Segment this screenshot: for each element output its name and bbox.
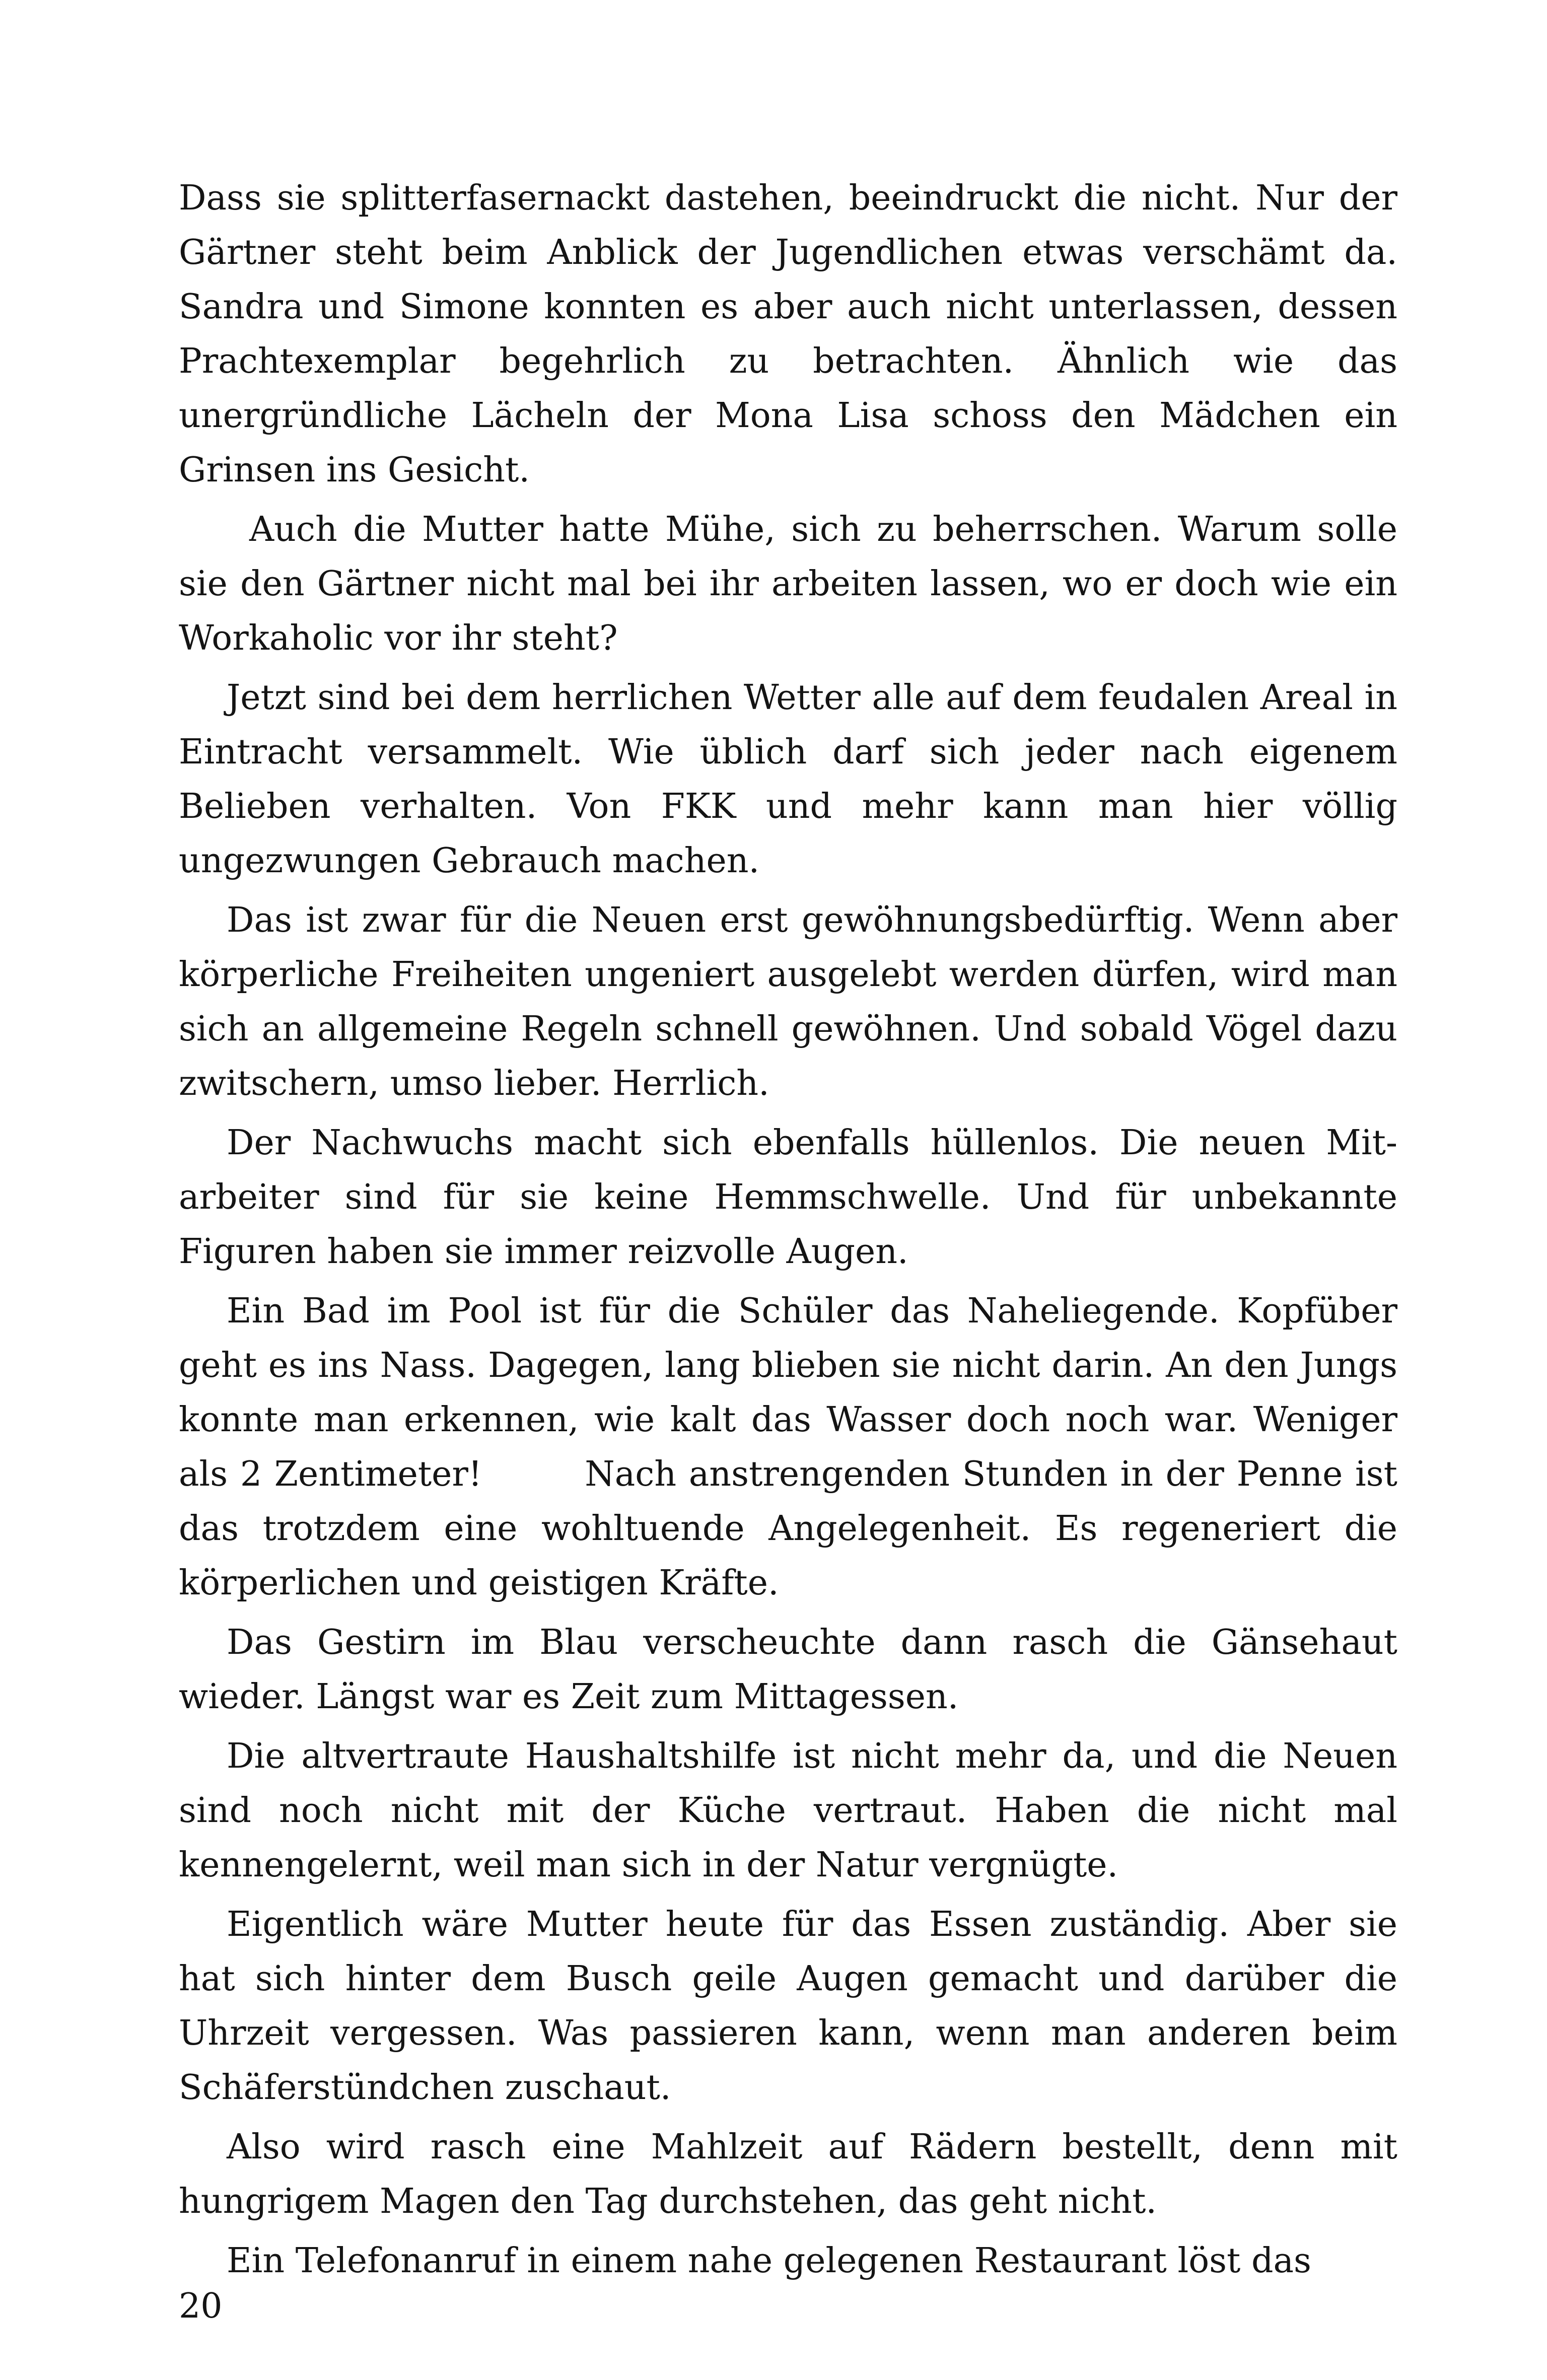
paragraph: Ein Telefonanruf in einem nahe gelegenen Restaurant löst das <box>227 2241 1311 2281</box>
paragraph: Ein Bad im Pool ist für die Schüler das Naheliegende. Kopfüber geht es ins Nass. Dagegen, lang blieben sie nicht darin. An den Jungs konnte man erkennen, wie kalt das Wasser doch noch war. Weniger als 2 Zentimeter! Nach anstrengenden Stunden in der Penne ist das trotzdem eine wohltuende Angelegenheit. Es regeneriert die körperlichen und geistigen Kräfte. <box>179 1291 1397 1603</box>
page-number: 20 <box>179 2286 223 2326</box>
paragraph: Dass sie splitterfasernackt dastehen, beeindruckt die nicht. Nur der Gärtner steht beim Anblick der Jugendlichen etwas verschämt da. Sandra und Simone konnten es aber auch nicht unterlassen, dessen Prachtexemplar begehrlich zu betrachten. Ähnlich wie das unergründliche Lächeln der Mona Lisa schoss den Mädchen ein Grinsen ins Gesicht. <box>179 178 1397 490</box>
paragraph: Auch die Mutter hatte Mühe, sich zu beherrschen. Warum solle sie den Gärtner nicht mal bei ihr arbeiten lassen, wo er doch wie ein Workaholic vor ihr steht? <box>179 510 1397 658</box>
paragraph: Also wird rasch eine Mahlzeit auf Rädern bestellt, denn mit hungrigem Magen den Tag durchstehen, das geht nicht. <box>179 2127 1397 2221</box>
paragraph: Die altvertraute Haushaltshilfe ist nicht mehr da, und die Neuen sind noch nicht mit der Küche vertraut. Haben die nicht mal kennengelernt, weil man sich in der Natur vergnügte. <box>179 1736 1397 1885</box>
paragraph: Das ist zwar für die Neuen erst gewöhnungsbedürftig. Wenn aber körperliche Freiheiten ungeniert ausgelebt werden dürfen, wird man sich an allgemeine Regeln schnell gewöhnen. Und sobald Vögel dazu zwitschern, umso lieber. Herrlich. <box>179 900 1397 1103</box>
paragraph: Das Gestirn im Blau verscheuchte dann rasch die Gänsehaut wieder. Längst war es Zeit zum Mittagessen. <box>179 1623 1397 1717</box>
body-text <box>179 171 1397 2293</box>
paragraph: Eigentlich wäre Mutter heute für das Essen zuständig. Aber sie hat sich hinter dem Busch geile Augen gemacht und darüber die Uhrzeit vergessen. Was passieren kann, wenn man anderen beim Schäferstündchen zuschaut. <box>179 1905 1397 2108</box>
paragraph: Jetzt sind bei dem herrlichen Wetter alle auf dem feudalen Areal in Eintracht versammelt. Wie üblich darf sich jeder nach eigenem Belieben verhalten. Von FKK und mehr kann man hier völlig ungezwungen Gebrauch machen. <box>179 678 1397 881</box>
paragraph: Der Nachwuchs macht sich ebenfalls hüllenlos. Die neuen Mitarbeiter sind für sie keine Hemmschwelle. Und für unbekannte Figuren haben sie immer reizvolle Augen. <box>179 1123 1397 1272</box>
